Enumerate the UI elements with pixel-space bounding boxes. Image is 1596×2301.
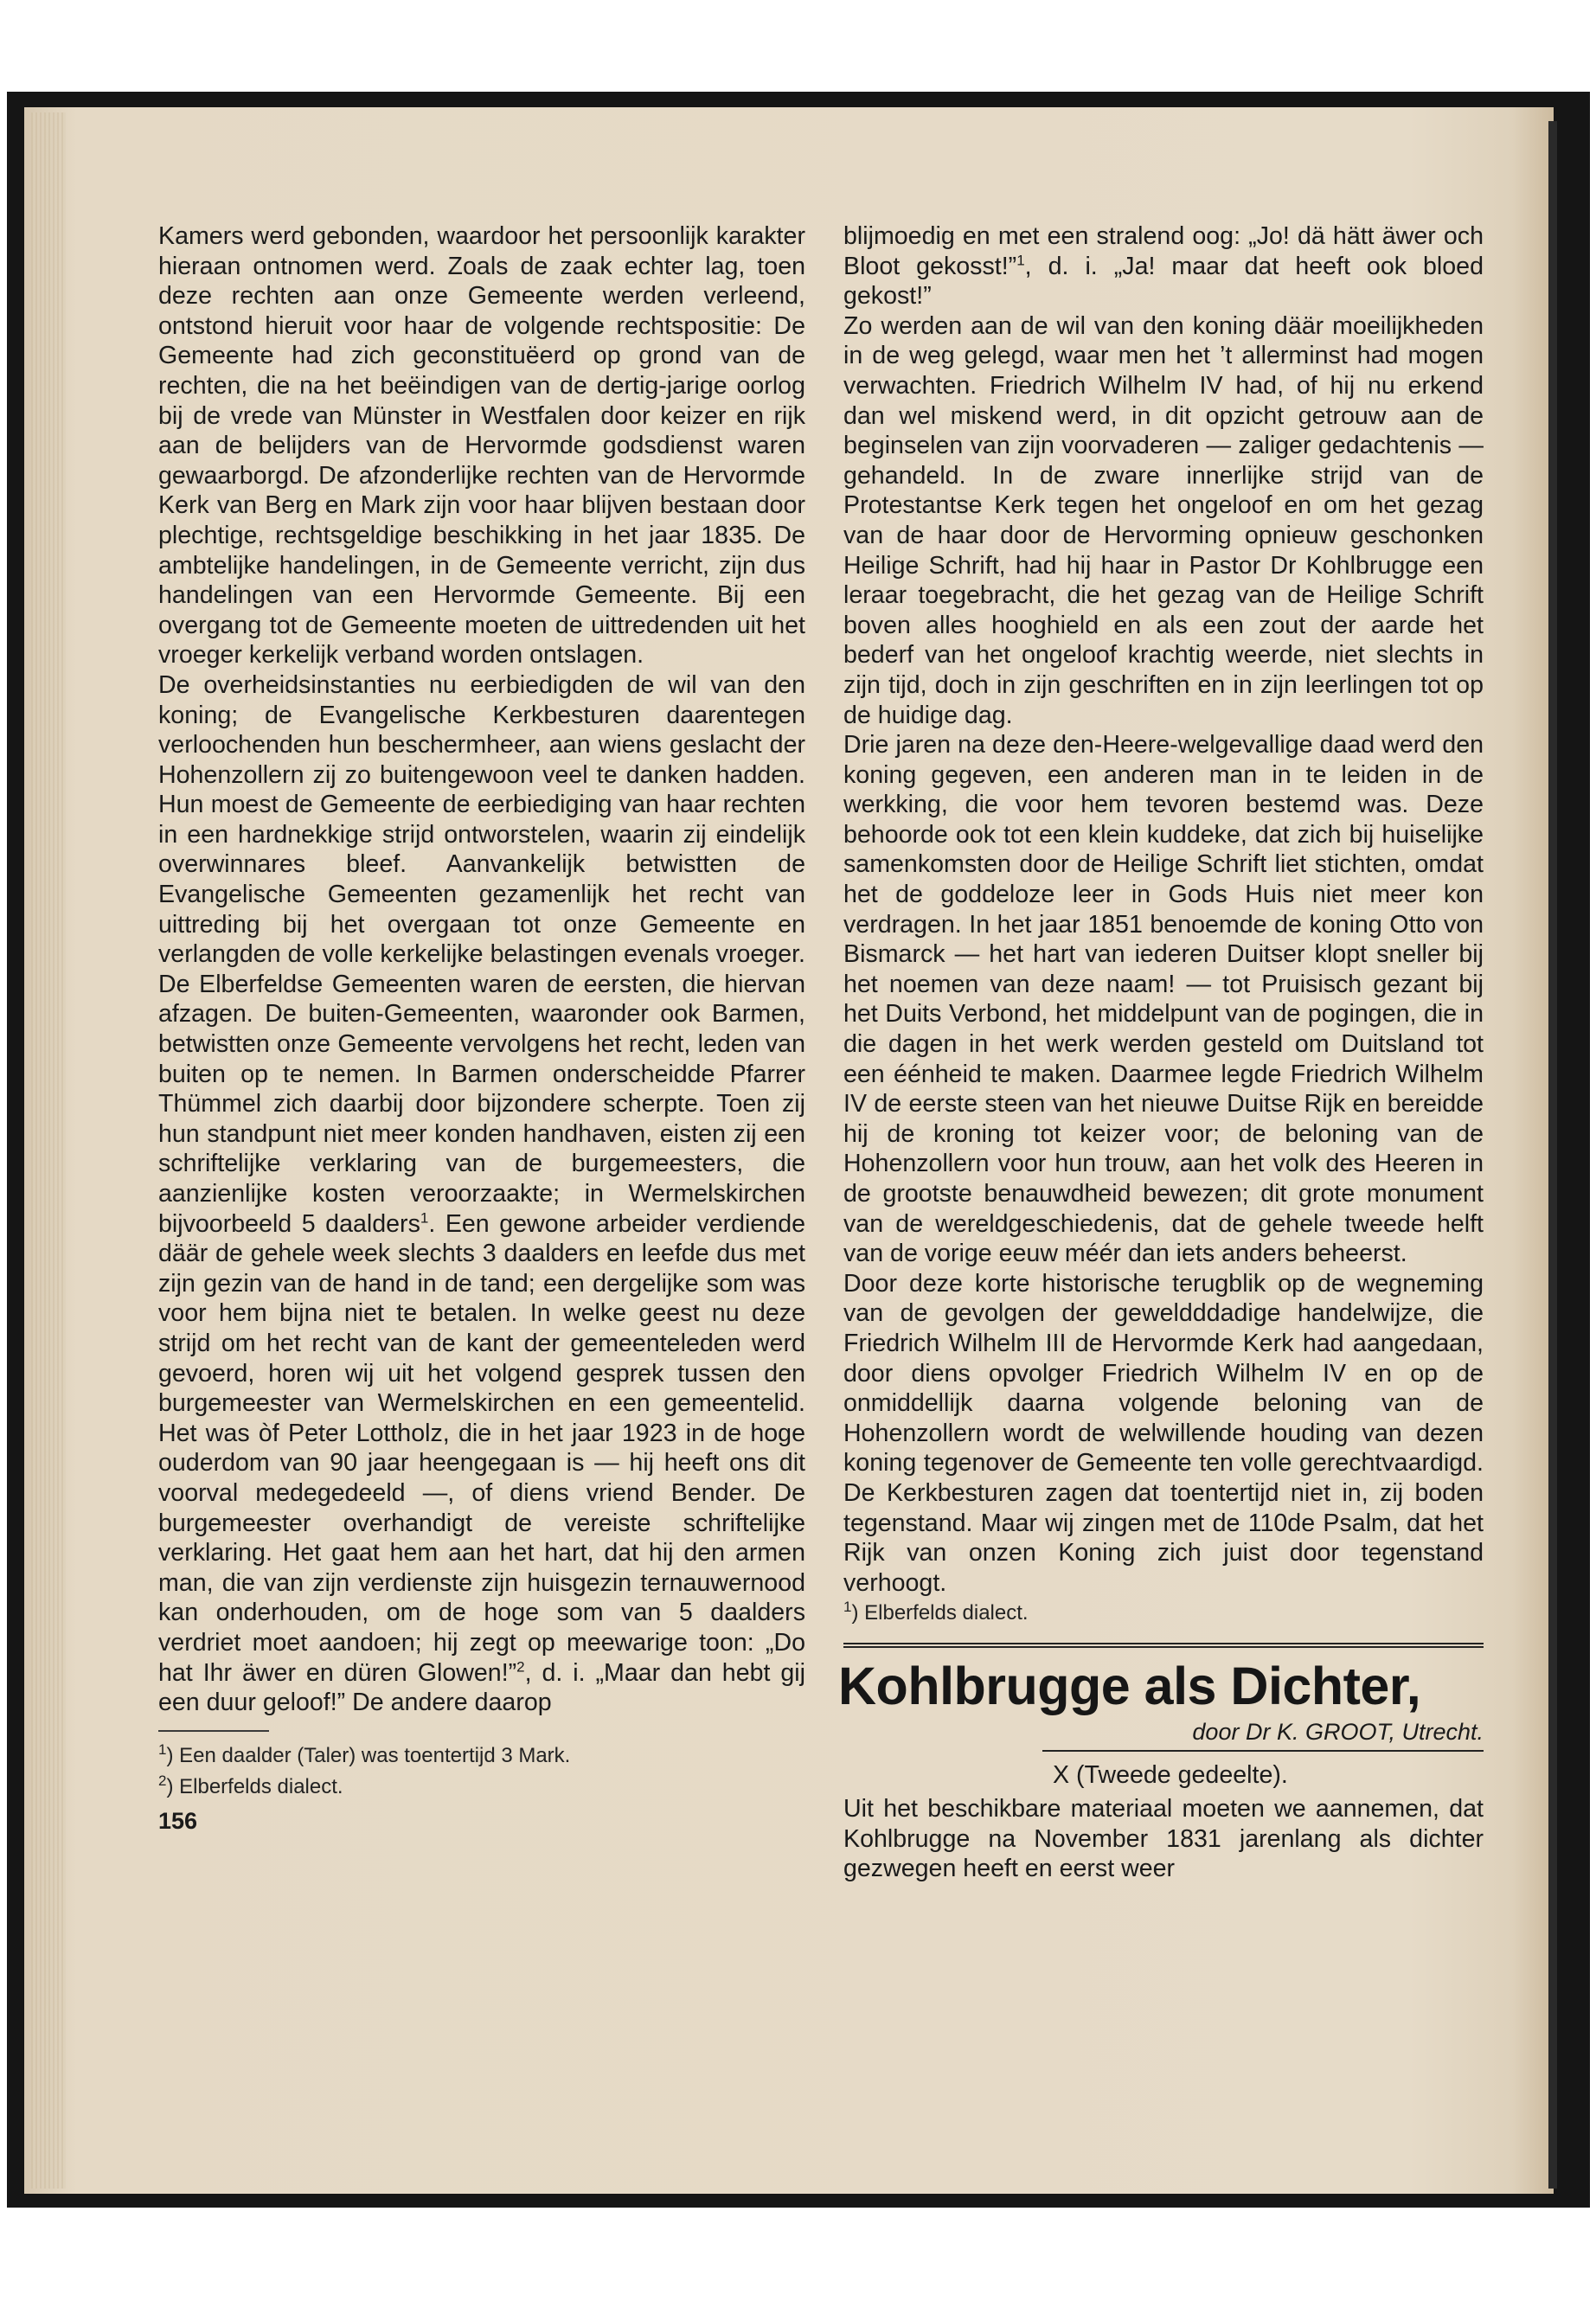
footnote-ref: 1 <box>1016 252 1025 269</box>
body-paragraph: Door deze korte historische terugblik op de wegneming van de gevolgen der geweldddadige handelwijze, die Friedrich Wilhelm III de Hervormde Kerk had aangedaan, door diens opvolger Friedrich Wilhelm IV en op de onmiddellijk daarna volgende beloning van de Hohenzollern wordt de welwillende houding van dezen koning tegenover de Gemeente ten volle gerechtvaardigd. De Kerkbesturen zagen dat toentertijd niet in, zij boden tegenstand. Maar wij zingen met de 110de Psalm, dat het Rijk van onzen Koning zich juist door tegenstand verhoogt. <box>843 1269 1484 1597</box>
left-column <box>158 221 805 1836</box>
body-paragraph: Uit het beschikbare materiaal moeten we aannemen, dat Kohlbrugge na November 1831 jarenlang als dichter gezwegen heeft en eerst weer <box>843 1794 1484 1883</box>
body-paragraph <box>158 670 805 1718</box>
body-paragraph: Drie jaren na deze den-Heere-welgevallige daad werd den koning gegeven, een anderen man in te leiden in de werkking, die voor hem tevoren bestemd was. Deze behoorde ook tot een klein kuddeke, dat zich bij huiselijke samenkomsten door de Heilige Schrift liet stichten, omdat het de goddeloze leer in Gods Huis niet meer kon verdragen. In het jaar 1851 benoemde de koning Otto von Bismarck — het hart van iederen Duitser klopt sneller bij het noemen van deze naam! — tot Pruisisch gezant bij het Duits Verbond, het middelpunt van de pogingen, die in die dagen in het werk werden gesteld om Duitsland tot een éénheid te maken. Daarmee legde Friedrich Wilhelm IV de eerste steen van het nieuwe Duitse Rijk en bereidde hij de kroning tot keizer voor; de beloning van de Hohenzollern voor hun trouw, aan het volk des Heeren in de grootste benauwdheid bewezen; dit grote monument van de wereldgeschiedenis, dat de gehele tweede helft van de vorige eeuw méér dan iets anders beheerst. <box>843 731 1484 1268</box>
footnote-ref: 1 <box>420 1209 429 1227</box>
right-column <box>838 221 1484 1884</box>
byline-rule <box>1042 1750 1484 1752</box>
footnote-text: Een daalder (Taler) was toentertijd 3 Mark. <box>179 1743 571 1767</box>
page-number: 156 <box>158 1807 198 1834</box>
section-heading: X (Tweede gedeelte). <box>1053 1761 1288 1790</box>
article-divider <box>843 1643 1484 1648</box>
byline: door Dr K. GROOT, Utrecht. <box>1192 1719 1484 1746</box>
body-paragraph: Kamers werd gebonden, waardoor het persoonlijk karakter hieraan ontnomen werd. Zoals de zaak echter lag, toen deze rechten aan onze Gemeente werden verleend, ontstond hieruit voor haar de volgende rechtspositie: De Gemeente had zich geconstituëerd op grond van de rechten, die na het beëindigen van de dertig-jarige oorlog bij de vrede van Münster in Westfalen door keizer en rijk aan de belijders van de Hervormde godsdienst waren gewaarborgd. De afzonderlijke rechten van de Hervormde Kerk van Berg en Mark zijn voor haar blijven bestaan door plechtige, rechtsgeldige beschikking in het jaar 1835. De ambtelijke handelingen, in de Gemeente verricht, zijn dus handelingen van een Hervormde Gemeente. Bij een overgang tot de Gemeente moeten de uittredenden uit het vroeger kerkelijk verband worden ontslagen. <box>158 222 805 670</box>
footnote: $^1$) Elberfelds dialect. <box>843 1599 1029 1625</box>
paragraph-text: blijmoedig en met een stralend oog: „Jo! dä hätt äwer och Bloot gekosst!” <box>843 222 1484 280</box>
footnote: $^1$) Een daalder (Taler) was toentertijd 3 Mark. <box>158 1740 571 1767</box>
footnote-number: 1 <box>843 1599 852 1616</box>
paragraph-text: , d. i. „Maar dan hebt gij een duur geloof!” De andere daarop <box>158 1658 805 1717</box>
body-paragraph: Zo werden aan de wil van den koning däär moeilijkheden in de weg gelegd, waar men het ’t allerminst had mogen verwachten. Friedrich Wilhelm IV had, of hij nu erkend dan wel miskend werd, in dit opzicht getrouw aan de beginselen van zijn voorvaderen — zaliger gedachtenis — gehandeld. In de zware innerlijke strijd van de Protestantse Kerk tegen het ongeloof en om het gezag van de haar door de Hervorming opnieuw geschonken Heilige Schrift, had hij haar in Pastor Dr Kohlbrugge een leraar toegebracht, die het gezag van de Heilige Schrift boven alles hooghield en als een zout der aarde het bederf van het ongeloof krachtig weerde, niet slechts in zijn tijd, doch in zijn geschriften en in zijn leerlingen tot op de huidige dag. <box>843 311 1484 729</box>
page-edge-right <box>1548 121 1557 2189</box>
paragraph-text: , d. i. „Ja! maar dat heeft ook bloed gekost!” <box>843 252 1484 311</box>
paragraph-text: De overheidsinstanties nu eerbiedigden de wil van den koning; de Evangelische Kerkbesturen daarentegen verloochenden hun beschermheer, aan wiens geslacht der Hohenzollern zij zo buitengewoon veel te danken hadden. Hun moest de Gemeente de eerbiediging van haar rechten in een hardnekkige strijd ontworstelen, waarin zij eindelijk overwinnares bleef. Aanvankelijk betwistten de Evangelische Gemeenten gezamenlijk het recht van uittreding bij het overgaan tot onze Gemeente en verlangden de volle kerkelijke belastingen evenals vroeger. De Elberfeldse Gemeenten waren de eersten, die hiervan afzagen. De buiten-Gemeenten, waaronder ook Barmen, betwistten onze Gemeente vervolgens het recht, leden van buiten op te nemen. In Barmen onderscheidde Pfarrer Thümmel zich daarbij door bijzondere scherpte. Toen zij hun standpunt niet meer konden handhaven, eisten zij een schriftelijke verklaring van de burgemeesters, die aanzienlijke kosten veroorzaakte; in Wermelskirchen bijvoorbeeld 5 daalders <box>158 670 805 1238</box>
footnote-number: 1 <box>158 1740 167 1758</box>
footnote: $^2$) Elberfelds dialect. <box>158 1772 343 1798</box>
footnote-divider <box>158 1730 269 1732</box>
article-title: Kohlbrugge als Dichter, <box>838 1657 1421 1716</box>
paragraph-text: . Een gewone arbeider verdiende däär de gehele week slechts 3 daalders en leefde dus met zijn gezin van de hand in de tand; een dergelijke som was voor hem bijna niet te betalen. In welke geest nu deze strijd om het recht van de kant der gemeenteleden werd gevoerd, horen wij uit het volgend gesprek tussen den burgemeester van Wermelskirchen en een gemeentelid. Het was òf Peter Lottholz, die in het jaar 1923 in de hoge ouderdom van 90 jaar heengegaan is — hij heeft ons dit voorval medegedeeld —, of diens vriend Bender. De burgemeester overhandigt de vereiste schriftelijke verklaring. Het gaat hem aan het hart, dat hij den armen man, die van zijn verdienste zijn huisgezin ternauwernood kan onderhouden, om de hoge som van 5 daalders verdriet moet aandoen; hij zegt op meewarige toon: „Do hat Ihr äwer en düren Glowen!” <box>158 1209 805 1687</box>
page-edge-left <box>31 112 66 2189</box>
footnote-number: 2 <box>158 1772 167 1789</box>
body-paragraph <box>843 221 1484 311</box>
footnote-ref: 2 <box>516 1657 525 1675</box>
footnote-text: Elberfelds dialect. <box>179 1774 343 1798</box>
footnote-text: Elberfelds dialect. <box>864 1601 1029 1625</box>
